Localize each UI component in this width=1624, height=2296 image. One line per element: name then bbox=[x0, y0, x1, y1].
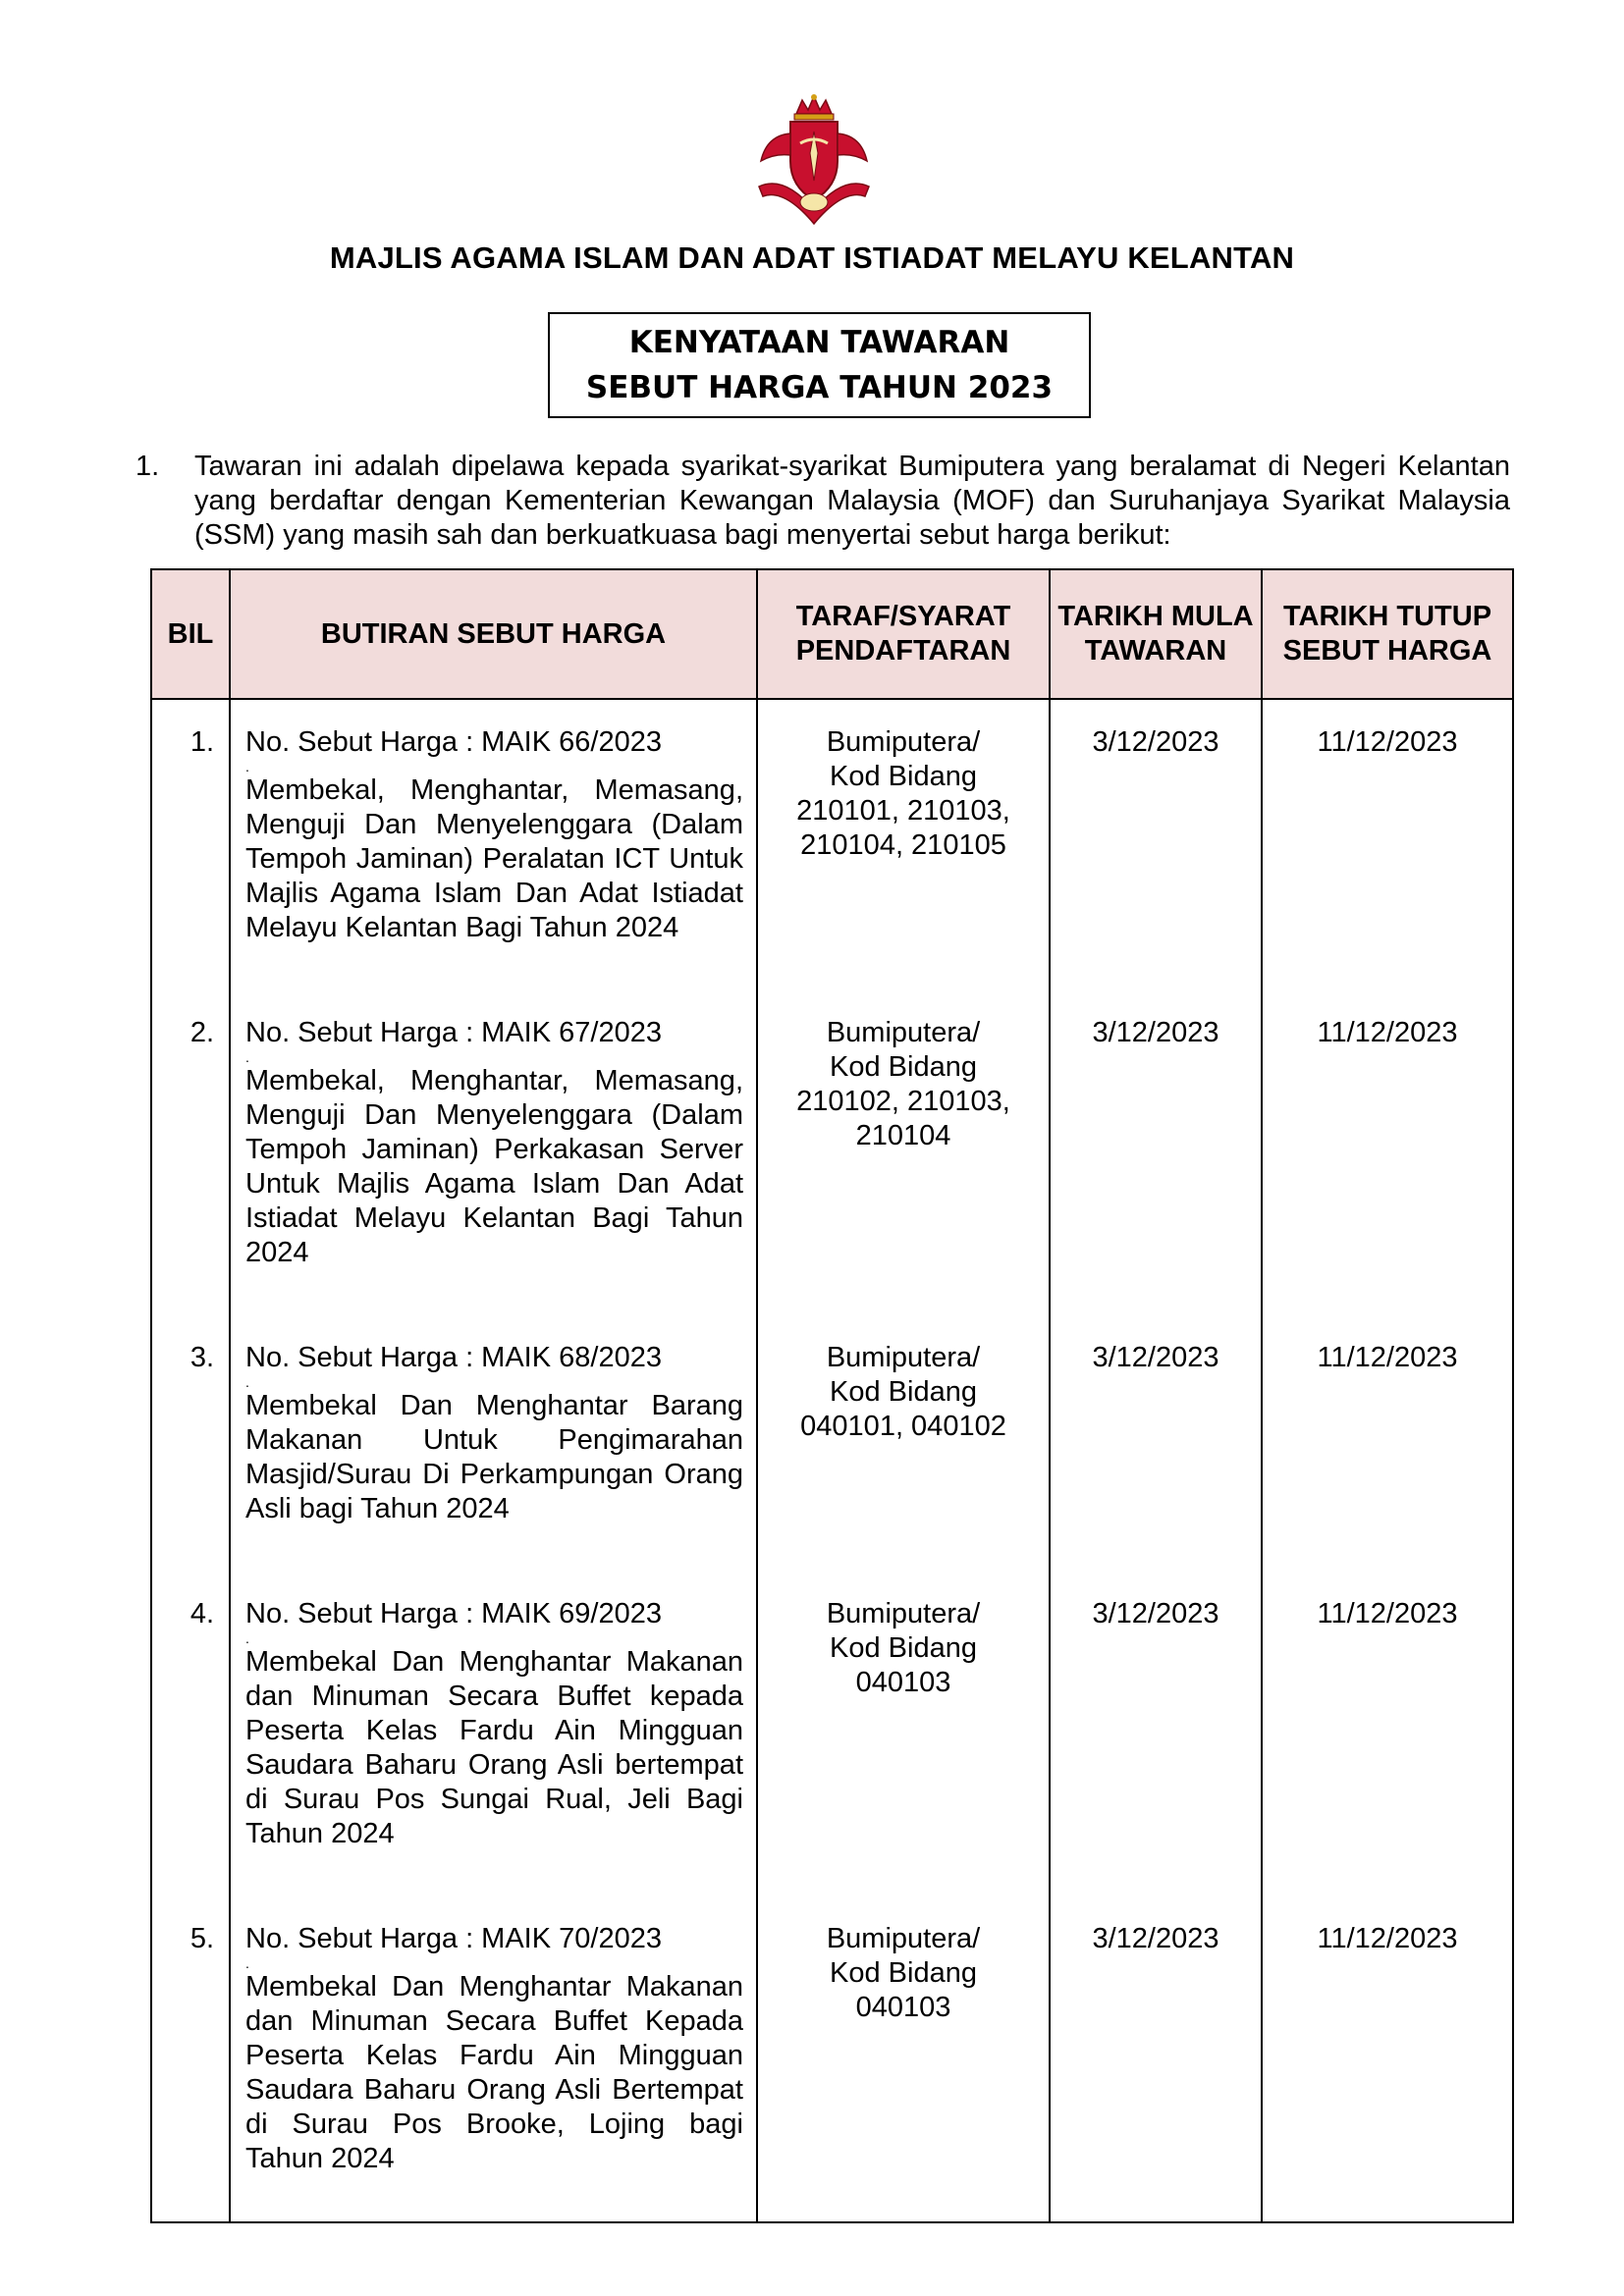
table-row bbox=[151, 1572, 1513, 1896]
cell-tarikh-tutup bbox=[1262, 990, 1513, 1315]
row-number: 5. bbox=[189, 1923, 215, 1954]
table-row bbox=[151, 1315, 1513, 1572]
cell-bil bbox=[151, 1572, 230, 1896]
notice-title-line1: KENYATAAN TAWARAN bbox=[628, 325, 1010, 360]
registration-requirement: Bumiputera/ Kod Bidang 210102, 210103, 210104 bbox=[796, 1017, 1010, 1151]
cell-tarikh-mula bbox=[1050, 1572, 1262, 1896]
intro-text: Tawaran ini adalah dipelawa kepada syarikat-syarikat Bumiputera yang beralamat di Negeri Kelantan yang berdaftar dengan Kementerian Kewangan Malaysia (MOF) dan Suruhanjaya Syarikat Malaysia (SSM) yang masih sah dan berkuatkuasa bagi menyertai sebut harga berikut: bbox=[194, 451, 1510, 551]
cell-tarikh-tutup bbox=[1262, 1315, 1513, 1572]
cell-bil bbox=[151, 699, 230, 990]
quotation-reference: No. Sebut Harga : MAIK 67/2023 bbox=[245, 1017, 662, 1048]
closing-date: 11/12/2023 bbox=[1317, 726, 1458, 758]
closing-date: 11/12/2023 bbox=[1317, 1598, 1458, 1629]
cell-tarikh-mula bbox=[1050, 1315, 1262, 1572]
cell-taraf bbox=[757, 1315, 1050, 1572]
quotation-table bbox=[150, 568, 1514, 2223]
separator-dot: . bbox=[245, 1374, 249, 1390]
row-number: 2. bbox=[189, 1017, 215, 1048]
quotation-description: Membekal Dan Menghantar Makanan dan Minuman Secara Buffet Kepada Peserta Kelas Fardu Ain Mingguan Saudara Baharu Orang Asli Bertempat di Surau Pos Brooke, Lojing bagi Tahun 2024 bbox=[245, 1971, 743, 2174]
table-header-row bbox=[151, 569, 1513, 699]
cell-tarikh-tutup bbox=[1262, 1896, 1513, 2222]
cell-butiran bbox=[230, 1315, 757, 1572]
organization-title: MAJLIS AGAMA ISLAM DAN ADAT ISTIADAT MELAYU KELANTAN bbox=[329, 240, 1295, 275]
cell-bil bbox=[151, 990, 230, 1315]
intro-number: 1. bbox=[135, 451, 160, 482]
start-date: 3/12/2023 bbox=[1092, 1017, 1219, 1048]
quotation-reference: No. Sebut Harga : MAIK 68/2023 bbox=[245, 1342, 662, 1373]
table-row bbox=[151, 699, 1513, 990]
cell-tarikh-mula bbox=[1050, 699, 1262, 990]
separator-dot: . bbox=[245, 1955, 249, 1971]
separator-dot: . bbox=[245, 1049, 249, 1065]
start-date: 3/12/2023 bbox=[1092, 1598, 1219, 1629]
cell-tarikh-mula bbox=[1050, 990, 1262, 1315]
cell-butiran bbox=[230, 1572, 757, 1896]
notice-title-line2: SEBUT HARGA TAHUN 2023 bbox=[585, 370, 1054, 405]
crest-emblem-icon bbox=[745, 92, 883, 230]
row-number: 1. bbox=[189, 726, 215, 758]
header-tarikh-mula: TARIKH MULA TAWARAN bbox=[1050, 569, 1262, 699]
quotation-reference: No. Sebut Harga : MAIK 70/2023 bbox=[245, 1923, 662, 1954]
registration-requirement: Bumiputera/ Kod Bidang 210101, 210103, 210104, 210105 bbox=[796, 726, 1010, 861]
row-number: 4. bbox=[189, 1598, 215, 1629]
row-number: 3. bbox=[189, 1342, 215, 1373]
notice-title-box bbox=[548, 312, 1091, 418]
cell-butiran bbox=[230, 990, 757, 1315]
quotation-description: Membekal, Menghantar, Memasang, Menguji Dan Menyelenggara (Dalam Tempoh Jaminan) Perkakasan Server Untuk Majlis Agama Islam Dan Adat Istiadat Melayu Kelantan Bagi Tahun 2024 bbox=[245, 1065, 743, 1268]
start-date: 3/12/2023 bbox=[1092, 1342, 1219, 1373]
start-date: 3/12/2023 bbox=[1092, 1923, 1219, 1954]
quotation-description: Membekal Dan Menghantar Barang Makanan Untuk Pengimarahan Masjid/Surau Di Perkampungan Orang Asli bagi Tahun 2024 bbox=[245, 1390, 743, 1524]
cell-bil bbox=[151, 1896, 230, 2222]
cell-taraf bbox=[757, 1896, 1050, 2222]
quotation-description: Membekal Dan Menghantar Makanan dan Minuman Secara Buffet kepada Peserta Kelas Fardu Ain Mingguan Saudara Baharu Orang Asli bertempat di Surau Pos Sungai Rual, Jeli Bagi Tahun 2024 bbox=[245, 1646, 743, 1849]
registration-requirement: Bumiputera/ Kod Bidang 040103 bbox=[826, 1598, 981, 1698]
cell-taraf bbox=[757, 699, 1050, 990]
cell-tarikh-mula bbox=[1050, 1896, 1262, 2222]
header-taraf: TARAF/SYARAT PENDAFTARAN bbox=[757, 569, 1050, 699]
closing-date: 11/12/2023 bbox=[1317, 1923, 1458, 1954]
registration-requirement: Bumiputera/ Kod Bidang 040103 bbox=[826, 1923, 981, 2023]
separator-dot: . bbox=[245, 1630, 249, 1646]
cell-butiran bbox=[230, 699, 757, 990]
cell-tarikh-tutup bbox=[1262, 1572, 1513, 1896]
cell-taraf bbox=[757, 1572, 1050, 1896]
cell-bil bbox=[151, 1315, 230, 1572]
quotation-reference: No. Sebut Harga : MAIK 69/2023 bbox=[245, 1598, 662, 1629]
header-bil: BIL bbox=[151, 569, 230, 699]
start-date: 3/12/2023 bbox=[1092, 726, 1219, 758]
closing-date: 11/12/2023 bbox=[1317, 1342, 1458, 1373]
quotation-description: Membekal, Menghantar, Memasang, Menguji Dan Menyelenggara (Dalam Tempoh Jaminan) Peralatan ICT Untuk Majlis Agama Islam Dan Adat Istiadat Melayu Kelantan Bagi Tahun 2024 bbox=[245, 774, 743, 943]
quotation-reference: No. Sebut Harga : MAIK 66/2023 bbox=[245, 726, 662, 758]
separator-dot: . bbox=[245, 759, 249, 774]
registration-requirement: Bumiputera/ Kod Bidang 040101, 040102 bbox=[800, 1342, 1006, 1442]
table-row bbox=[151, 1896, 1513, 2222]
header-tarikh-tutup: TARIKH TUTUP SEBUT HARGA bbox=[1262, 569, 1513, 699]
cell-taraf bbox=[757, 990, 1050, 1315]
intro-paragraph bbox=[135, 450, 1510, 553]
cell-tarikh-tutup bbox=[1262, 699, 1513, 990]
header-butiran: BUTIRAN SEBUT HARGA bbox=[230, 569, 757, 699]
table-row bbox=[151, 990, 1513, 1315]
cell-butiran bbox=[230, 1896, 757, 2222]
closing-date: 11/12/2023 bbox=[1317, 1017, 1458, 1048]
